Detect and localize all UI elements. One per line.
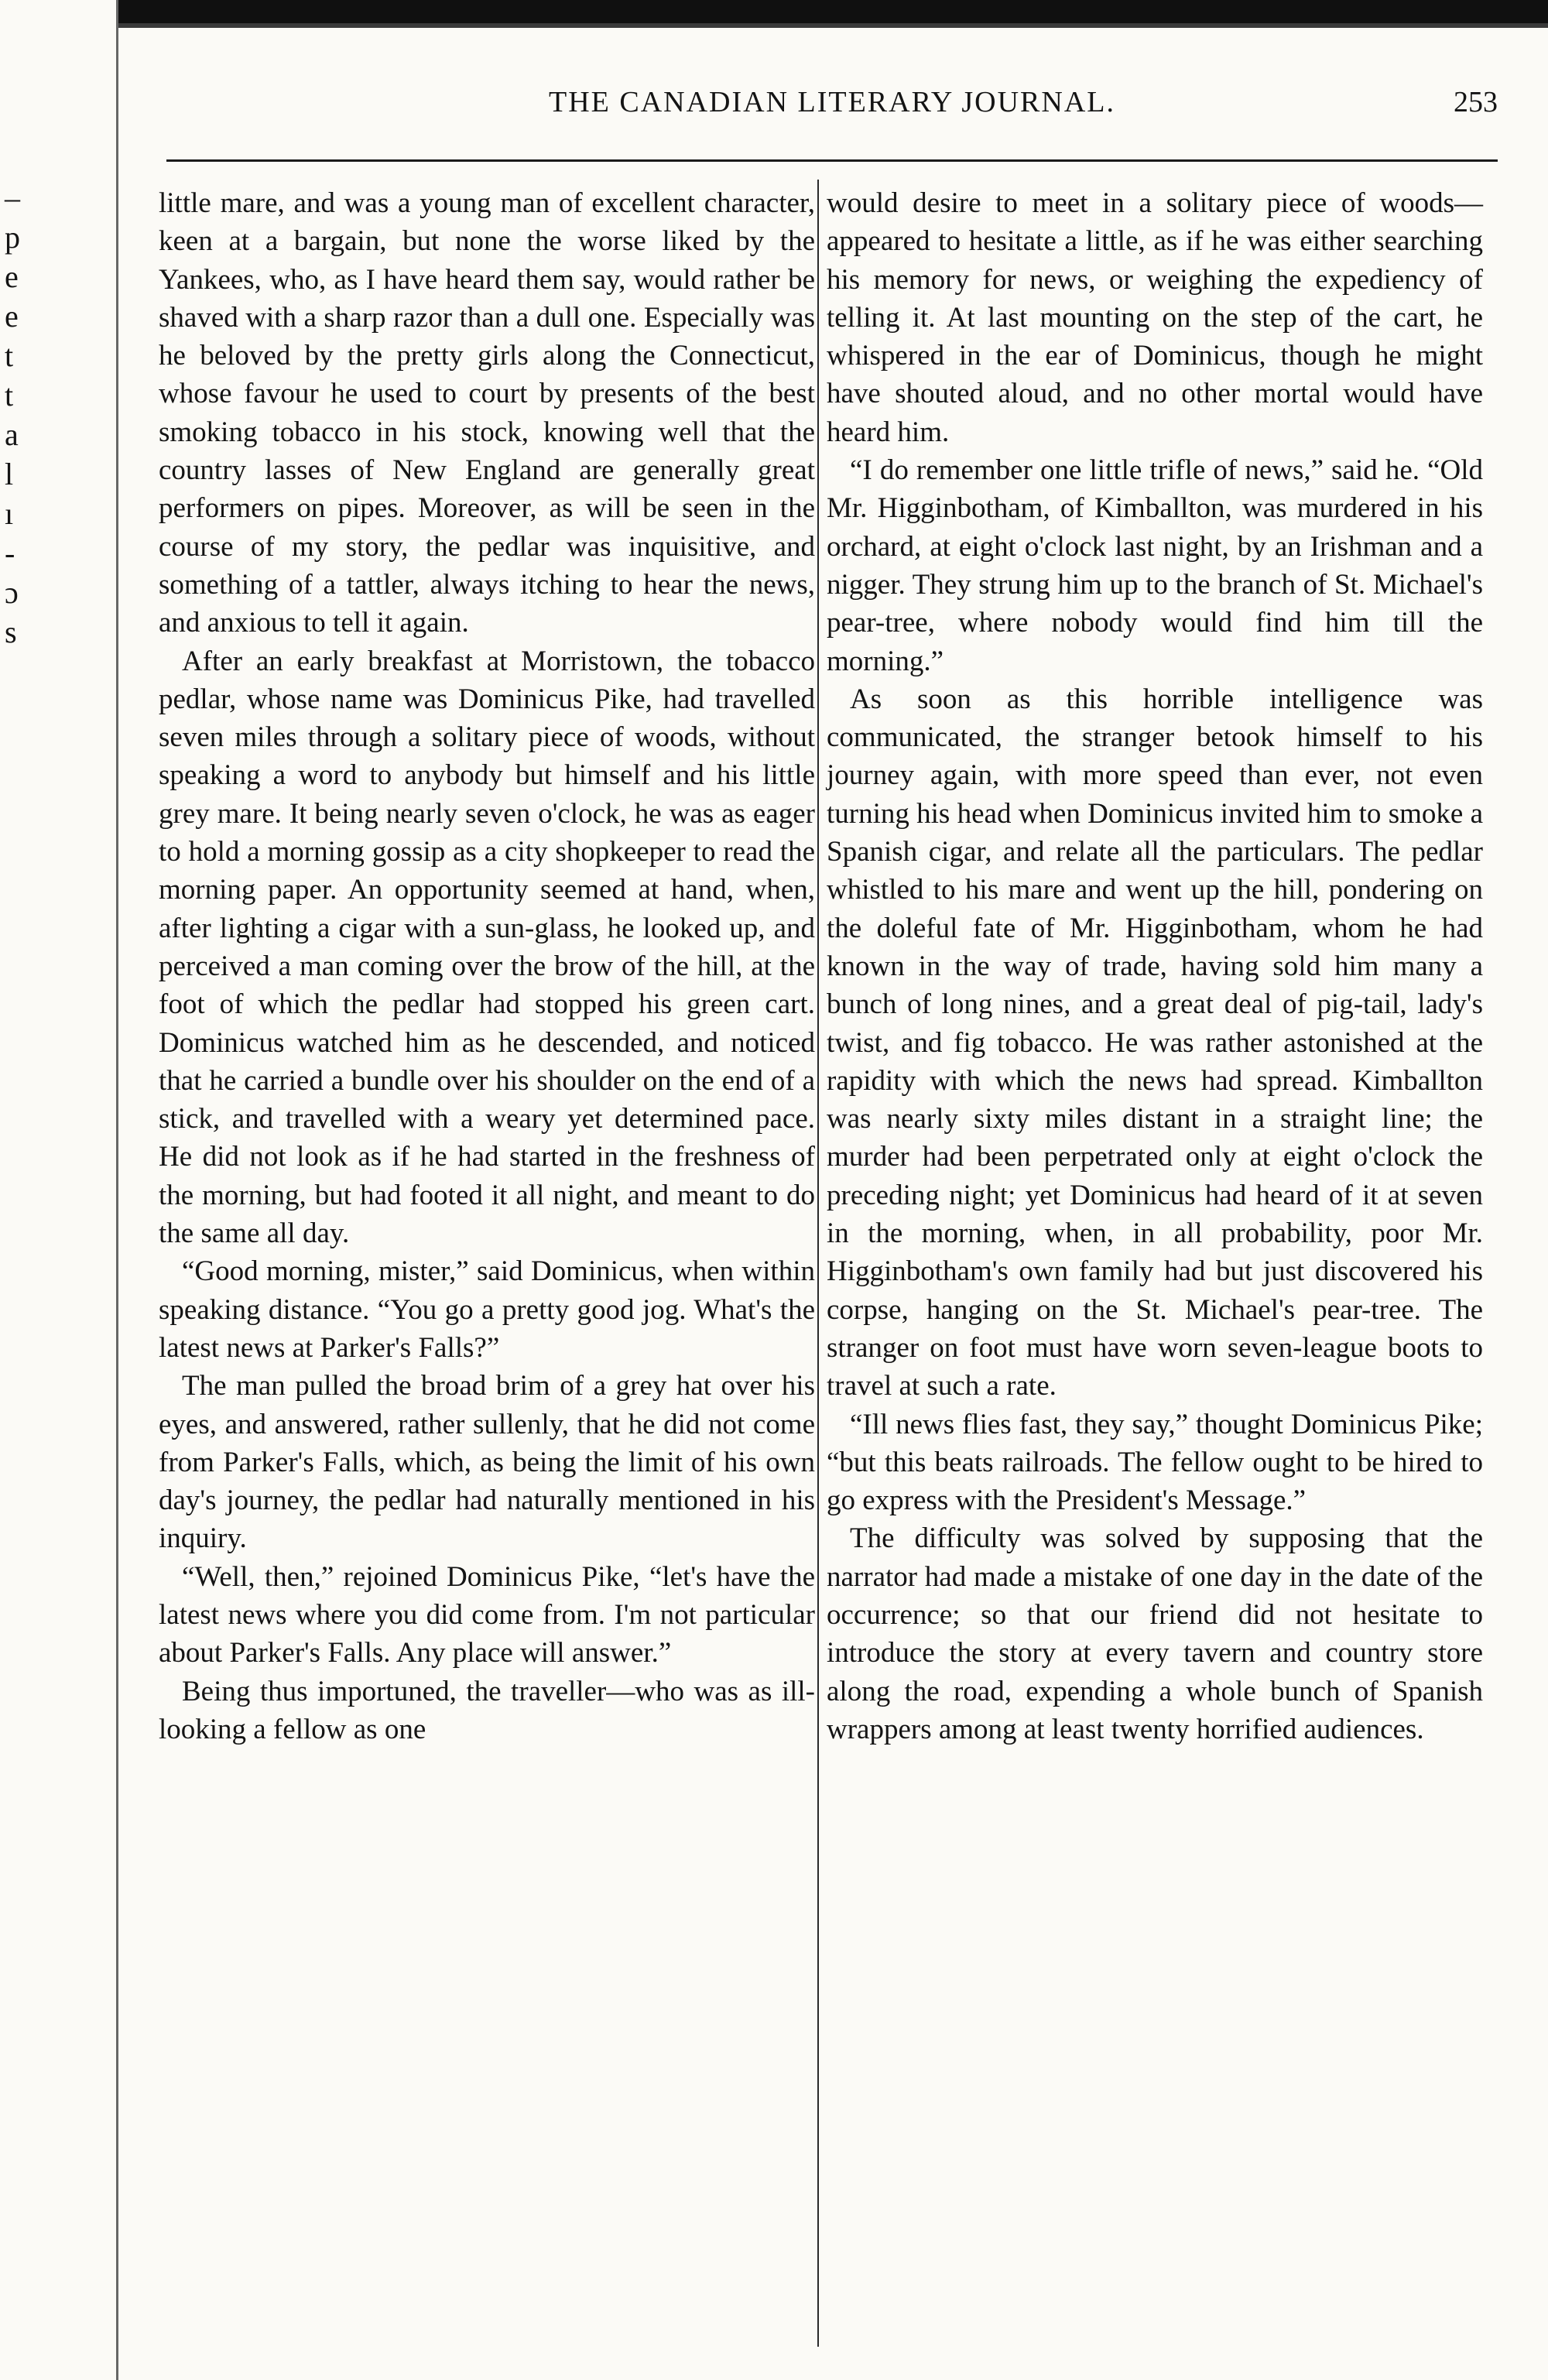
paragraph: “Ill news flies fast, they say,” thought Dominicus Pike; “but this beats railroads. The fellow ought to be hired to go express with the President's Message.” [827, 1408, 1483, 1517]
top-border-shadow [116, 23, 1548, 28]
paragraph: Being thus importuned, the traveller—who was as ill-looking a fellow as one [159, 1675, 815, 1745]
paragraph: The man pulled the broad brim of a grey hat over his eyes, and answered, rather sullenly, that he did not come from Parker's Falls, which, as being the limit of his own day's journey, the pedlar had naturally mentioned in his inquiry. [159, 1370, 815, 1555]
margin-fragment: t [5, 378, 14, 413]
paragraph: little mare, and was a young man of excellent character, keen at a bargain, but none the worse liked by the Yankees, who, as I have heard them say, would rather be shaved with a sharp razor than a dull one. Especially was he beloved by the pretty girls along the Connecticut, whose favour he used to court by presents of the best smoking tobacco in his stock, knowing well that the country lasses of New England are generally great performers on pipes. Moreover, as will be seen in the course of my story, the pedlar was inquisitive, and something of a tattler, always itching to hear the news, and anxious to tell it again. [159, 187, 815, 639]
margin-fragment: e [5, 259, 19, 294]
paragraph: “I do remember one little trifle of news,” said he. “Old Mr. Higginbotham, of Kimballton, was murdered in his orchard, at eight o'clock last night, by an Irishman and a nigger. They strung him up to the branch of St. Michael's pear-tree, where nobody would find him till the morning.” [827, 454, 1483, 677]
margin-fragment: – [5, 180, 20, 215]
column-divider [817, 180, 819, 2347]
journal-title: THE CANADIAN LITERARY JOURNAL. [549, 86, 1115, 118]
margin-fragment: - [5, 536, 15, 570]
header-rule [166, 159, 1498, 162]
left-column [159, 184, 815, 1748]
top-border [116, 0, 1548, 23]
margin-fragment: t [5, 338, 14, 373]
page-number: 253 [1454, 86, 1498, 118]
margin-fragment: s [5, 615, 17, 649]
margin-fragment: a [5, 417, 19, 452]
previous-page-margin-fragments [5, 178, 36, 652]
margin-fragment: ı [5, 496, 14, 531]
running-header [166, 85, 1498, 132]
paragraph: “Well, then,” rejoined Dominicus Pike, “let's have the latest news where you did come from. I'm not particular about Parker's Falls. Any place will answer.” [159, 1560, 815, 1669]
paragraph: would desire to meet in a solitary piece of woods—appeared to hesitate a little, as if he was either searching his memory for news, or weighing the expediency of telling it. At last mounting on the step of the cart, he whispered in the ear of Dominicus, though he might have shouted aloud, and no other mortal would have heard him. [827, 187, 1483, 448]
page-gutter-edge [116, 0, 118, 2380]
paragraph: After an early breakfast at Morristown, the tobacco pedlar, whose name was Dominicus Pike, had travelled seven miles through a solitary piece of woods, without speaking a word to anybody but himself and his little grey mare. It being nearly seven o'clock, he was as eager to hold a morning gossip as a city shopkeeper to read the morning paper. An opportunity seemed at hand, when, after lighting a cigar with a sun-glass, he looked up, and perceived a man coming over the brow of the hill, at the foot of which the pedlar had stopped his green cart. Dominicus watched him as he descended, and noticed that he carried a bundle over his shoulder on the end of a stick, and travelled with a weary yet determined pace. He did not look as if he had started in the freshness of the morning, but had footed it all night, and meant to do the same all day. [159, 645, 815, 1250]
paragraph: “Good morning, mister,” said Dominicus, when within speaking distance. “You go a pretty good jog. What's the latest news at Parker's Falls?” [159, 1255, 815, 1364]
paragraph: The difficulty was solved by supposing that the narrator had made a mistake of one day in the date of the occurrence; so that our friend did not hesitate to introduce the story at every tavern and country store along the road, expending a whole bunch of Spanish wrappers among at least twenty horrified audiences. [827, 1522, 1483, 1745]
margin-fragment: ɔ [5, 575, 19, 610]
margin-fragment: p [5, 220, 20, 255]
margin-fragment: e [5, 299, 19, 334]
right-column [827, 184, 1483, 1748]
margin-fragment: l [5, 457, 14, 491]
paragraph: As soon as this horrible intelligence was communicated, the stranger betook himself to his journey again, with more speed than ever, not even turning his head when Dominicus invited him to smoke a Spanish cigar, and relate all the particulars. The pedlar whistled to his mare and went up the hill, pondering on the doleful fate of Mr. Higginbotham, whom he had known in the way of trade, having sold him many a bunch of long nines, and a great deal of pig-tail, lady's twist, and fig tobacco. He was rather astonished at the rapidity with which the news had spread. Kimballton was nearly sixty miles distant in a straight line; the murder had been perpetrated only at eight o'clock the preceding night; yet Dominicus had heard of it at seven in the morning, when, in all probability, poor Mr. Higginbotham's own family had but just discovered his corpse, hanging on the St. Michael's pear-tree. The stranger on foot must have worn seven-league boots to travel at such a rate. [827, 683, 1483, 1402]
